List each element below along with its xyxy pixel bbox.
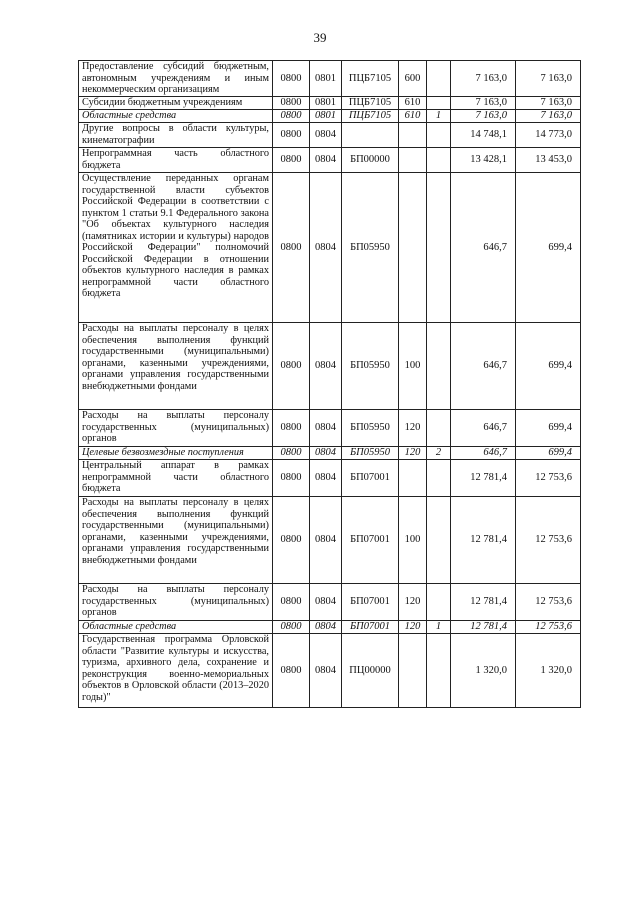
funding-source-cell [427, 584, 451, 621]
expense-name-cell: Государственная программа Орловской области "Развитие культуры и искусства, туризма, архивного дела, сохранение и реконструкция военно-мемориальных объектов в Орловской области (2013–2020 годы)" [79, 634, 273, 708]
funding-source-cell [427, 61, 451, 97]
subsection-code-cell: 0801 [310, 110, 342, 123]
target-article-cell: ПЦБ7105 [342, 110, 399, 123]
subsection-code-cell: 0804 [310, 584, 342, 621]
expense-name-cell: Предоставление субсидий бюджетным, автономным учреждениям и иным некоммерческим организациям [79, 61, 273, 97]
expense-name-cell: Осуществление переданных органам государственной власти субъектов Российской Федерации в соответствии с пунктом 1 статьи 9.1 Федерального закона "Об объектах культурного наследия (памятниках истории и культуры) народов Российской Федерации" полномочий Российской Федерации в отношении объектов культурного наследия в рамках непрограммной части областного бюджета [79, 173, 273, 323]
funding-source-cell [427, 634, 451, 708]
section-code-cell: 0800 [273, 61, 310, 97]
table-row [79, 123, 581, 148]
expense-name-cell: Расходы на выплаты персоналу в целях обеспечения выполнения функций государственными (муниципальными) органами, казенными учреждениями, органами управления государственными внебюджетными фондами [79, 497, 273, 584]
table-row [79, 621, 581, 634]
amount-year2-cell: 12 753,6 [516, 584, 581, 621]
funding-source-cell [427, 173, 451, 323]
table-row [79, 173, 581, 323]
funding-source-cell: 1 [427, 621, 451, 634]
target-article-cell: БП05950 [342, 323, 399, 410]
amount-year1-cell: 1 320,0 [451, 634, 516, 708]
target-article-cell: БП00000 [342, 148, 399, 173]
section-code-cell: 0800 [273, 634, 310, 708]
amount-year2-cell: 699,4 [516, 410, 581, 447]
expense-name-cell: Расходы на выплаты персоналу в целях обеспечения выполнения функций государственными (муниципальными) органами, казенными учреждениями, органами управления государственными внебюджетными фондами [79, 323, 273, 410]
amount-year1-cell: 12 781,4 [451, 460, 516, 497]
section-code-cell: 0800 [273, 497, 310, 584]
amount-year2-cell: 12 753,6 [516, 621, 581, 634]
funding-source-cell [427, 148, 451, 173]
funding-source-cell: 1 [427, 110, 451, 123]
amount-year2-cell: 14 773,0 [516, 123, 581, 148]
table-row [79, 584, 581, 621]
amount-year1-cell: 646,7 [451, 323, 516, 410]
expense-type-cell: 600 [399, 61, 427, 97]
amount-year1-cell: 13 428,1 [451, 148, 516, 173]
subsection-code-cell: 0801 [310, 97, 342, 110]
amount-year1-cell: 646,7 [451, 447, 516, 460]
expense-type-cell: 100 [399, 497, 427, 584]
funding-source-cell [427, 123, 451, 148]
expense-name-cell: Целевые безвозмездные поступления [79, 447, 273, 460]
expense-name-cell: Другие вопросы в области культуры, кинематографии [79, 123, 273, 148]
target-article-cell: БП07001 [342, 460, 399, 497]
section-code-cell: 0800 [273, 621, 310, 634]
expense-name-cell: Субсидии бюджетным учреждениям [79, 97, 273, 110]
expense-type-cell [399, 634, 427, 708]
amount-year2-cell: 13 453,0 [516, 148, 581, 173]
amount-year2-cell: 699,4 [516, 323, 581, 410]
amount-year1-cell: 7 163,0 [451, 61, 516, 97]
amount-year1-cell: 14 748,1 [451, 123, 516, 148]
expense-type-cell [399, 123, 427, 148]
table-row [79, 634, 581, 708]
section-code-cell: 0800 [273, 123, 310, 148]
expense-type-cell: 610 [399, 110, 427, 123]
funding-source-cell [427, 323, 451, 410]
subsection-code-cell: 0804 [310, 497, 342, 584]
table-row [79, 460, 581, 497]
section-code-cell: 0800 [273, 460, 310, 497]
expense-name-cell: Областные средства [79, 621, 273, 634]
expense-type-cell: 610 [399, 97, 427, 110]
amount-year2-cell: 7 163,0 [516, 110, 581, 123]
section-code-cell: 0800 [273, 173, 310, 323]
amount-year2-cell: 699,4 [516, 173, 581, 323]
expense-type-cell: 120 [399, 447, 427, 460]
target-article-cell: БП07001 [342, 621, 399, 634]
expense-type-cell [399, 148, 427, 173]
expense-type-cell: 120 [399, 584, 427, 621]
target-article-cell: БП07001 [342, 584, 399, 621]
expense-type-cell [399, 173, 427, 323]
subsection-code-cell: 0804 [310, 323, 342, 410]
amount-year2-cell: 12 753,6 [516, 460, 581, 497]
page-number: 39 [313, 30, 327, 45]
subsection-code-cell: 0804 [310, 447, 342, 460]
target-article-cell: ПЦБ7105 [342, 61, 399, 97]
table-row [79, 110, 581, 123]
subsection-code-cell: 0804 [310, 460, 342, 497]
expense-type-cell: 100 [399, 323, 427, 410]
subsection-code-cell: 0804 [310, 410, 342, 447]
funding-source-cell [427, 460, 451, 497]
funding-source-cell [427, 497, 451, 584]
amount-year2-cell: 7 163,0 [516, 61, 581, 97]
amount-year1-cell: 646,7 [451, 173, 516, 323]
section-code-cell: 0800 [273, 584, 310, 621]
section-code-cell: 0800 [273, 447, 310, 460]
target-article-cell: ПЦБ7105 [342, 97, 399, 110]
target-article-cell: БП05950 [342, 447, 399, 460]
amount-year1-cell: 7 163,0 [451, 110, 516, 123]
target-article-cell [342, 123, 399, 148]
expense-name-cell: Расходы на выплаты персоналу государственных (муниципальных) органов [79, 410, 273, 447]
subsection-code-cell: 0804 [310, 123, 342, 148]
funding-source-cell: 2 [427, 447, 451, 460]
target-article-cell: БП05950 [342, 410, 399, 447]
expense-name-cell: Расходы на выплаты персоналу государственных (муниципальных) органов [79, 584, 273, 621]
table-row [79, 497, 581, 584]
target-article-cell: БП05950 [342, 173, 399, 323]
expense-name-cell: Непрограммная часть областного бюджета [79, 148, 273, 173]
section-code-cell: 0800 [273, 97, 310, 110]
section-code-cell: 0800 [273, 410, 310, 447]
target-article-cell: ПЦ00000 [342, 634, 399, 708]
section-code-cell: 0800 [273, 110, 310, 123]
target-article-cell: БП07001 [342, 497, 399, 584]
expense-type-cell [399, 460, 427, 497]
table-row [79, 148, 581, 173]
budget-table [78, 60, 581, 708]
table-row [79, 61, 581, 97]
expense-name-cell: Областные средства [79, 110, 273, 123]
funding-source-cell [427, 97, 451, 110]
amount-year1-cell: 646,7 [451, 410, 516, 447]
amount-year2-cell: 12 753,6 [516, 497, 581, 584]
table-row [79, 97, 581, 110]
section-code-cell: 0800 [273, 148, 310, 173]
amount-year2-cell: 1 320,0 [516, 634, 581, 708]
table-row [79, 410, 581, 447]
funding-source-cell [427, 410, 451, 447]
subsection-code-cell: 0804 [310, 634, 342, 708]
amount-year1-cell: 7 163,0 [451, 97, 516, 110]
table-row [79, 447, 581, 460]
amount-year2-cell: 7 163,0 [516, 97, 581, 110]
subsection-code-cell: 0801 [310, 61, 342, 97]
expense-name-cell: Центральный аппарат в рамках непрограммной части областного бюджета [79, 460, 273, 497]
subsection-code-cell: 0804 [310, 621, 342, 634]
budget-table-body [79, 61, 581, 708]
subsection-code-cell: 0804 [310, 173, 342, 323]
amount-year2-cell: 699,4 [516, 447, 581, 460]
section-code-cell: 0800 [273, 323, 310, 410]
expense-type-cell: 120 [399, 410, 427, 447]
table-row [79, 323, 581, 410]
expense-type-cell: 120 [399, 621, 427, 634]
amount-year1-cell: 12 781,4 [451, 497, 516, 584]
amount-year1-cell: 12 781,4 [451, 621, 516, 634]
subsection-code-cell: 0804 [310, 148, 342, 173]
amount-year1-cell: 12 781,4 [451, 584, 516, 621]
